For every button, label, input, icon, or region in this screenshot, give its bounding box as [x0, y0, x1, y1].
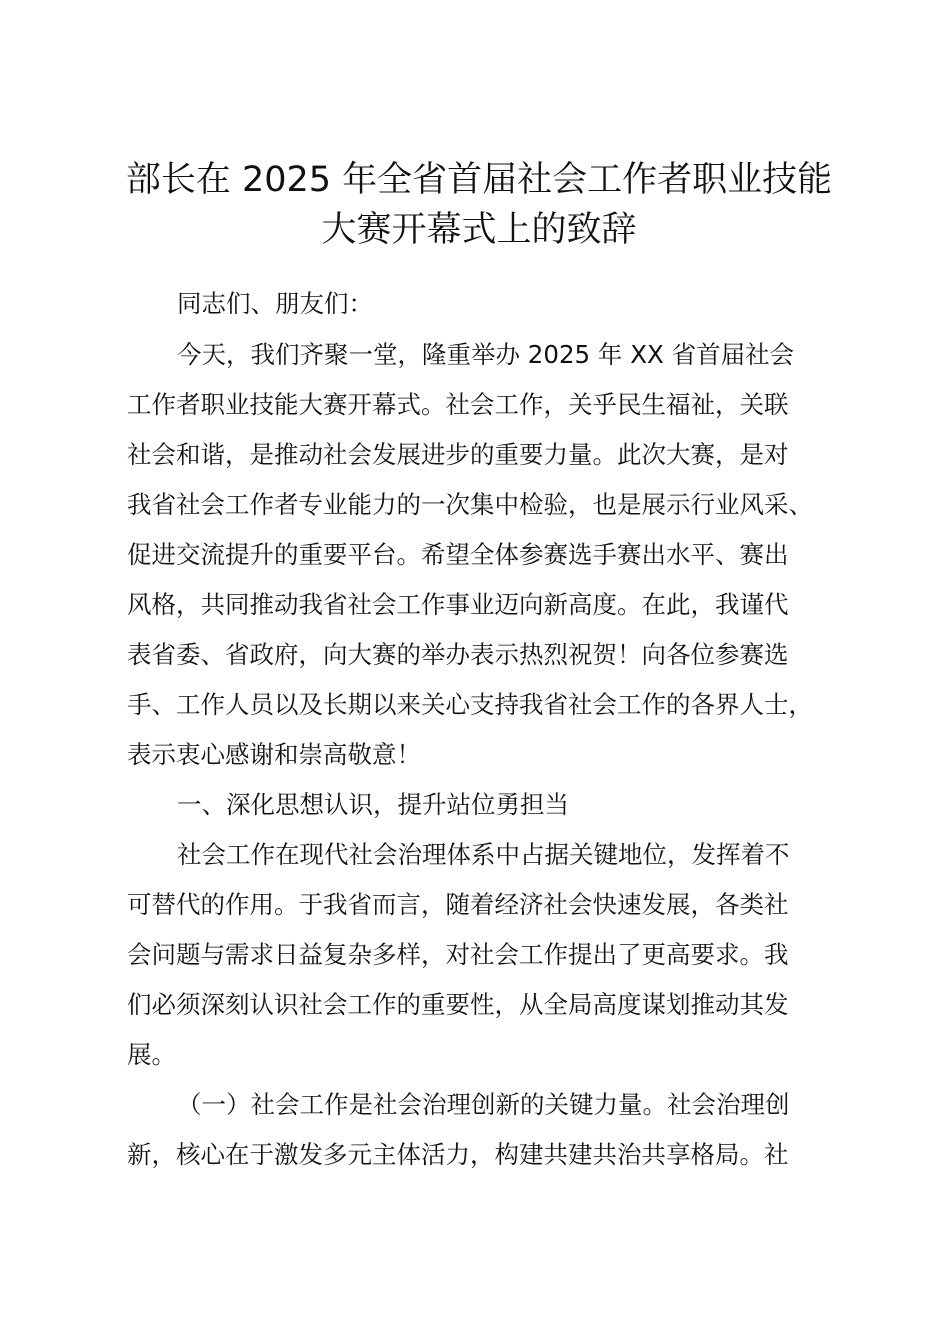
- document-title-line-1: 部长在 2025 年全省首届社会工作者职业技能: [125, 160, 833, 200]
- paragraph-line: 展。: [127, 1040, 176, 1069]
- paragraph-line: 们必须深刻认识社会工作的重要性，从全局高度谋划推动其发: [127, 990, 789, 1019]
- paragraph-line: 社会和谐，是推动社会发展进步的重要力量。此次大赛，是对: [127, 440, 789, 469]
- document-title-line-2: 大赛开幕式上的致辞: [321, 210, 637, 250]
- paragraph-line: 今天，我们齐聚一堂，隆重举办 2025 年 XX 省首届社会: [177, 340, 795, 369]
- paragraph-line: 可替代的作用。于我省而言，随着经济社会快速发展，各类社: [127, 890, 789, 919]
- paragraph-line: 社会工作在现代社会治理体系中占据关键地位，发挥着不: [177, 840, 790, 869]
- paragraph-line: 新，核心在于激发多元主体活力，构建共建共治共享格局。社: [127, 1140, 789, 1169]
- paragraph-line: 会问题与需求日益复杂多样，对社会工作提出了更高要求。我: [127, 940, 789, 969]
- paragraph-line: 手、工作人员以及长期以来关心支持我省社会工作的各界人士，: [127, 690, 813, 719]
- subsection-paragraph-line: （一）社会工作是社会治理创新的关键力量。社会治理创: [177, 1090, 790, 1119]
- paragraph-line: 表省委、省政府，向大赛的举办表示热烈祝贺！向各位参赛选: [127, 640, 789, 669]
- paragraph-line: 表示衷心感谢和崇高敬意！: [127, 740, 421, 769]
- salutation: 同志们、朋友们：: [177, 289, 373, 318]
- paragraph-line: 风格，共同推动我省社会工作事业迈向新高度。在此，我谨代: [127, 590, 789, 619]
- paragraph-line: 促进交流提升的重要平台。希望全体参赛选手赛出水平、赛出: [127, 540, 789, 569]
- paragraph-line: 工作者职业技能大赛开幕式。社会工作，关乎民生福祉，关联: [127, 390, 789, 419]
- section-heading-1: 一、深化思想认识，提升站位勇担当: [177, 790, 569, 819]
- paragraph-line: 我省社会工作者专业能力的一次集中检验，也是展示行业风采、: [127, 490, 813, 519]
